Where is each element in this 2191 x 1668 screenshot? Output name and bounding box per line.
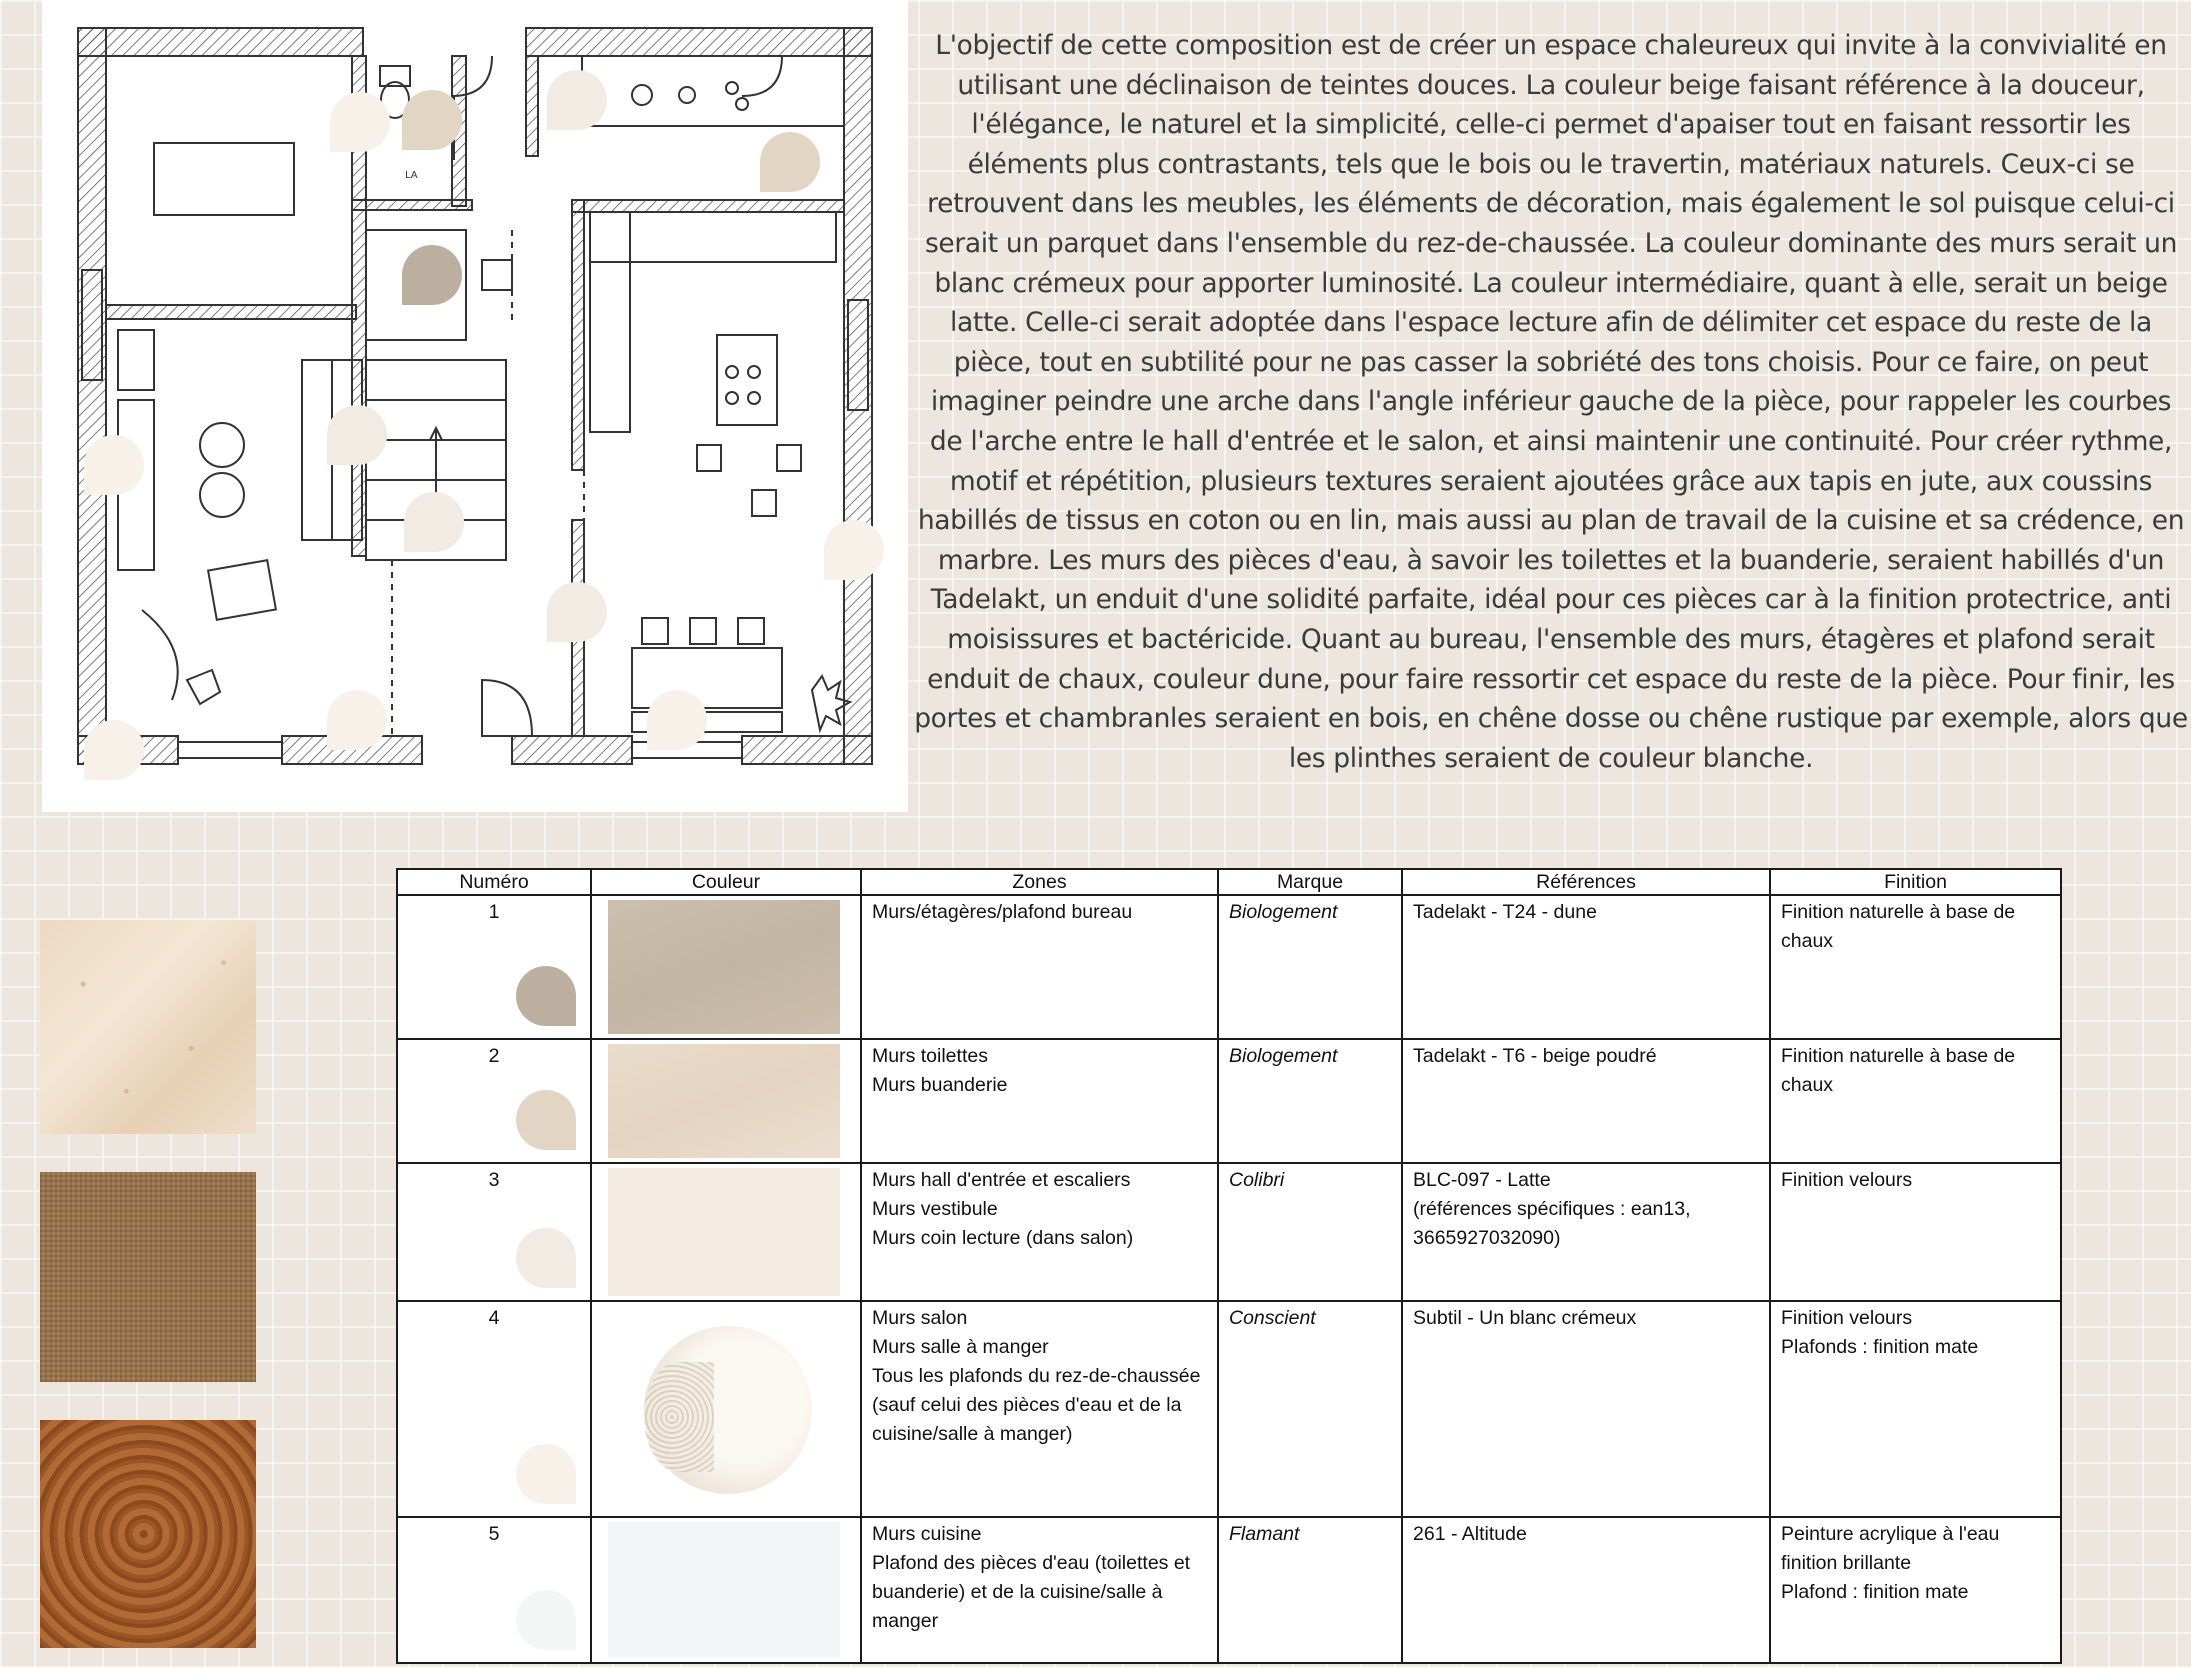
- row-number: [397, 1517, 591, 1663]
- header-numero: Numéro: [397, 869, 591, 895]
- zones-cell: Murs salon Murs salle à manger Tous les plafonds du rez-de-chaussée (sauf celui des pièces d'eau et de la cuisine/salle à manger): [861, 1301, 1218, 1517]
- color-chip: [608, 1168, 840, 1296]
- header-couleur: Couleur: [591, 869, 861, 895]
- color-cell: [591, 1517, 861, 1663]
- finish-cell: Finition velours: [1770, 1163, 2061, 1301]
- color-chip: [608, 1522, 840, 1658]
- row-number: [397, 1301, 591, 1517]
- color-drop-marker: [516, 1444, 576, 1504]
- color-drop-marker: [516, 1590, 576, 1650]
- table-row: [397, 1301, 2061, 1517]
- wood-swatch: [40, 1420, 256, 1648]
- row-number: [397, 1039, 591, 1163]
- header-marque: Marque: [1218, 869, 1402, 895]
- brand-cell: Conscient: [1218, 1301, 1402, 1517]
- finish-cell: Finition naturelle à base de chaux: [1770, 895, 2061, 1039]
- finish-cell: Peinture acrylique à l'eau finition brillante Plafond : finition mate: [1770, 1517, 2061, 1663]
- references-cell: Tadelakt - T6 - beige poudré: [1402, 1039, 1770, 1163]
- table-row: [397, 1039, 2061, 1163]
- references-cell: Subtil - Un blanc crémeux: [1402, 1301, 1770, 1517]
- color-drop-marker: [516, 1228, 576, 1288]
- numero-value: 4: [488, 1307, 500, 1329]
- references-cell: Tadelakt - T24 - dune: [1402, 895, 1770, 1039]
- numero-value: 5: [488, 1523, 500, 1545]
- numero-value: 2: [488, 1045, 500, 1067]
- header-finition: Finition: [1770, 869, 2061, 895]
- zones-cell: Murs/étagères/plafond bureau: [861, 895, 1218, 1039]
- table-row: [397, 1517, 2061, 1663]
- references-cell: BLC-097 - Latte (références spécifiques : ean13, 3665927032090): [1402, 1163, 1770, 1301]
- laundry-label: LA: [405, 170, 418, 181]
- color-cell: [591, 1163, 861, 1301]
- floor-plan-drawing: [42, 0, 908, 812]
- color-cell: [591, 1039, 861, 1163]
- color-cell: [591, 1301, 861, 1517]
- color-chip: [608, 1044, 840, 1158]
- jute-swatch: [40, 1172, 256, 1382]
- finish-cell: Finition velours Plafonds : finition mate: [1770, 1301, 2061, 1517]
- brand-cell: Flamant: [1218, 1517, 1402, 1663]
- color-cell: [591, 895, 861, 1039]
- description-text: L'objectif de cette composition est de créer un espace chaleureux qui invite à la convivialité en utilisant une déclinaison de teintes douces. La couleur beige faisant référence à la douceur, l'élégance, le naturel et la simplicité, celle-ci permet d'apaiser tout en faisant ressortir les éléments plus contrastants, tels que le bois ou le travertin, matériaux naturels. Ceux-ci se retrouvent dans les meubles, les éléments de décoration, mais également le sol puisque celui-ci serait un parquet dans l'ensemble du rez-de-chaussée. La couleur dominante des murs serait un blanc crémeux pour apporter luminosité. La couleur intermédiaire, quant à elle, serait un beige latte. Celle-ci serait adoptée dans l'espace lecture afin de délimiter cet espace du reste de la pièce, tout en subtilité pour ne pas casser la sobriété des tons choisis. Pour ce faire, on peut imaginer peindre une arche dans l'angle inférieur gauche de la pièce, pour rappeler les courbes de l'arche entre le hall d'entrée et le salon, et ainsi maintenir une continuité. Pour créer rythme, motif et répétition, plusieurs textures seraient ajoutées grâce aux tapis en jute, aux coussins habillés de tissus en coton ou en lin, mais aussi au plan de travail de la cuisine et sa crédence, en marbre. Les murs des pièces d'eau, à savoir les toilettes et la buanderie, seraient habillés d'un Tadelakt, un enduit d'une solidité parfaite, idéal pour ces pièces car à la finition protectrice, anti moisissures et bactéricide. Quant au bureau, l'ensemble des murs, étagères et plafond serait enduit de chaux, couleur dune, pour faire ressortir cet espace du reste de la pièce. Pour finir, les portes et chambranles seraient en bois, en chêne dosse ou chêne rustique par exemple, alors que les plinthes seraient de couleur blanche.: [914, 30, 2188, 774]
- color-drop-marker: [516, 966, 576, 1026]
- row-number: [397, 1163, 591, 1301]
- numero-value: 3: [488, 1169, 500, 1191]
- brand-cell: Biologement: [1218, 1039, 1402, 1163]
- zones-cell: Murs hall d'entrée et escaliers Murs vestibule Murs coin lecture (dans salon): [861, 1163, 1218, 1301]
- color-chip: [608, 900, 840, 1034]
- header-zones: Zones: [861, 869, 1218, 895]
- zones-cell: Murs cuisine Plafond des pièces d'eau (toilettes et buanderie) et de la cuisine/salle à manger: [861, 1517, 1218, 1663]
- header-references: Références: [1402, 869, 1770, 895]
- floor-plan: [42, 0, 908, 812]
- travertin-swatch: [40, 920, 256, 1134]
- references-cell: 261 - Altitude: [1402, 1517, 1770, 1663]
- brand-cell: Biologement: [1218, 895, 1402, 1039]
- paint-sample-texture: [644, 1362, 714, 1472]
- numero-value: 1: [488, 901, 500, 923]
- brand-cell: Colibri: [1218, 1163, 1402, 1301]
- color-drop-marker: [516, 1090, 576, 1150]
- table-row: [397, 1163, 2061, 1301]
- finish-cell: Finition naturelle à base de chaux: [1770, 1039, 2061, 1163]
- zones-cell: Murs toilettes Murs buanderie: [861, 1039, 1218, 1163]
- paint-table: [396, 868, 2060, 1664]
- table-header-row: [397, 869, 2061, 895]
- table-row: [397, 895, 2061, 1039]
- row-number: [397, 895, 591, 1039]
